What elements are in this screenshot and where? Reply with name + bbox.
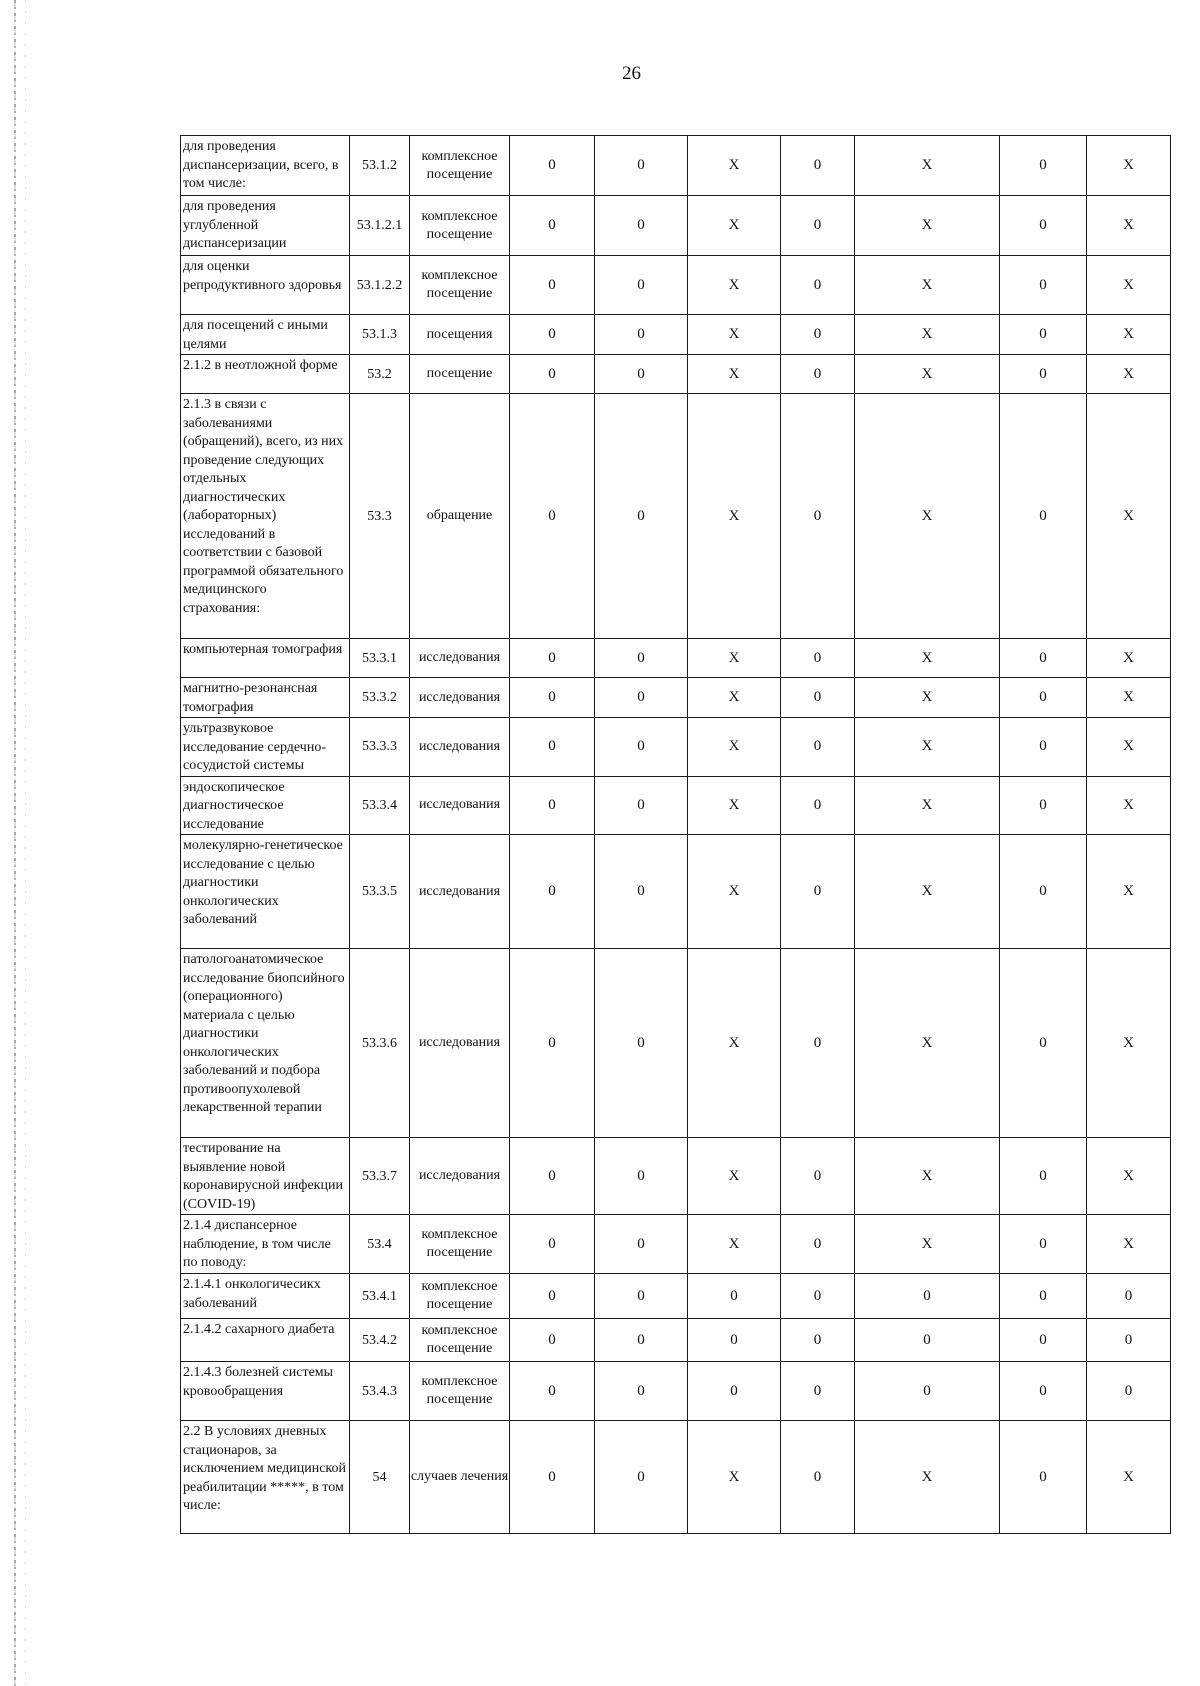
row-value-6: 0 xyxy=(1000,1319,1087,1362)
row-value-5: Х xyxy=(855,678,1000,718)
row-value-4: 0 xyxy=(781,1421,855,1534)
row-unit: посещения xyxy=(410,315,510,355)
row-value-5: Х xyxy=(855,196,1000,256)
row-value-6: 0 xyxy=(1000,718,1087,777)
row-value-5: Х xyxy=(855,835,1000,949)
table-row xyxy=(181,1215,1171,1274)
row-value-1: 0 xyxy=(510,678,595,718)
row-value-7: Х xyxy=(1087,1138,1171,1215)
row-name: 2.1.3 в связи с заболеваниями (обращений), всего, из них проведение следующих отдельных диагностических (лабораторных) исследований в соответствии с базовой программой обязательного медицинского страхования: xyxy=(181,394,350,639)
row-value-6: 0 xyxy=(1000,949,1087,1138)
row-value-1: 0 xyxy=(510,355,595,394)
row-value-2: 0 xyxy=(595,1215,688,1274)
row-value-7: 0 xyxy=(1087,1362,1171,1421)
row-value-3: Х xyxy=(688,315,781,355)
row-value-4: 0 xyxy=(781,678,855,718)
row-name: эндоскопическое диагностическое исследование xyxy=(181,776,350,835)
row-value-5: 0 xyxy=(855,1362,1000,1421)
row-name: для проведения диспансеризации, всего, в том числе: xyxy=(181,136,350,196)
row-value-1: 0 xyxy=(510,718,595,777)
row-name: компьютерная томография xyxy=(181,639,350,678)
row-value-6: 0 xyxy=(1000,1274,1087,1319)
row-value-2: 0 xyxy=(595,678,688,718)
row-value-2: 0 xyxy=(595,1362,688,1421)
row-value-6: 0 xyxy=(1000,136,1087,196)
row-value-6: 0 xyxy=(1000,776,1087,835)
row-value-2: 0 xyxy=(595,1274,688,1319)
row-value-3: 0 xyxy=(688,1362,781,1421)
row-name: 2.1.4.1 онкологичесикх заболеваний xyxy=(181,1274,350,1319)
row-value-3: Х xyxy=(688,1421,781,1534)
scan-edge-artifact-secondary xyxy=(25,0,26,1686)
row-value-3: Х xyxy=(688,1215,781,1274)
row-name: ультразвуковое исследование сердечно-сосудистой системы xyxy=(181,718,350,777)
table-row xyxy=(181,835,1171,949)
row-code: 53.4 xyxy=(350,1215,410,1274)
table-row xyxy=(181,949,1171,1138)
row-value-6: 0 xyxy=(1000,1215,1087,1274)
row-value-3: 0 xyxy=(688,1319,781,1362)
row-code: 53.3.3 xyxy=(350,718,410,777)
row-value-4: 0 xyxy=(781,1319,855,1362)
row-value-3: Х xyxy=(688,949,781,1138)
row-value-7: Х xyxy=(1087,1215,1171,1274)
row-value-4: 0 xyxy=(781,949,855,1138)
table-row xyxy=(181,1138,1171,1215)
row-unit: исследования xyxy=(410,639,510,678)
row-value-1: 0 xyxy=(510,1421,595,1534)
table-row xyxy=(181,136,1171,196)
row-value-3: Х xyxy=(688,835,781,949)
row-code: 53.3.6 xyxy=(350,949,410,1138)
row-value-3: 0 xyxy=(688,1274,781,1319)
row-value-4: 0 xyxy=(781,639,855,678)
row-unit: комплексное посещение xyxy=(410,1274,510,1319)
row-unit: исследования xyxy=(410,718,510,777)
row-value-1: 0 xyxy=(510,776,595,835)
row-unit: комплексное посещение xyxy=(410,1319,510,1362)
row-value-7: Х xyxy=(1087,835,1171,949)
row-value-1: 0 xyxy=(510,639,595,678)
row-value-3: Х xyxy=(688,136,781,196)
row-value-3: Х xyxy=(688,678,781,718)
row-code: 53.4.2 xyxy=(350,1319,410,1362)
row-value-2: 0 xyxy=(595,1319,688,1362)
row-name: для посещений с иными целями xyxy=(181,315,350,355)
row-value-4: 0 xyxy=(781,1215,855,1274)
row-value-5: Х xyxy=(855,1215,1000,1274)
row-value-4: 0 xyxy=(781,394,855,639)
row-value-4: 0 xyxy=(781,136,855,196)
row-value-3: Х xyxy=(688,196,781,256)
row-value-7: Х xyxy=(1087,639,1171,678)
row-name: патологоанатомическое исследование биопсийного (операционного) материала с целью диагностики онкологических заболеваний и подбора противоопухолевой лекарственной терапии xyxy=(181,949,350,1138)
row-value-1: 0 xyxy=(510,1138,595,1215)
row-value-7: Х xyxy=(1087,256,1171,315)
scan-edge-artifact xyxy=(14,0,16,1686)
row-value-2: 0 xyxy=(595,394,688,639)
row-value-2: 0 xyxy=(595,949,688,1138)
row-value-1: 0 xyxy=(510,136,595,196)
row-code: 53.4.3 xyxy=(350,1362,410,1421)
row-name: магнитно-резонансная томография xyxy=(181,678,350,718)
row-unit: исследования xyxy=(410,835,510,949)
row-value-3: Х xyxy=(688,639,781,678)
table-row xyxy=(181,678,1171,718)
row-value-5: Х xyxy=(855,1421,1000,1534)
row-value-7: Х xyxy=(1087,315,1171,355)
row-value-6: 0 xyxy=(1000,1138,1087,1215)
row-value-4: 0 xyxy=(781,718,855,777)
row-value-1: 0 xyxy=(510,1215,595,1274)
row-unit: комплексное посещение xyxy=(410,196,510,256)
row-value-7: Х xyxy=(1087,136,1171,196)
row-value-4: 0 xyxy=(781,776,855,835)
table-row xyxy=(181,1274,1171,1319)
row-code: 53.2 xyxy=(350,355,410,394)
row-code: 53.3 xyxy=(350,394,410,639)
row-value-7: Х xyxy=(1087,678,1171,718)
row-value-4: 0 xyxy=(781,1138,855,1215)
row-unit: случаев лечения xyxy=(410,1421,510,1534)
table-row xyxy=(181,1319,1171,1362)
row-name: 2.1.4 диспансерное наблюдение, в том числе по поводу: xyxy=(181,1215,350,1274)
row-value-1: 0 xyxy=(510,315,595,355)
row-name: 2.1.2 в неотложной форме xyxy=(181,355,350,394)
row-value-6: 0 xyxy=(1000,639,1087,678)
row-value-1: 0 xyxy=(510,835,595,949)
row-name: тестирование на выявление новой коронавирусной инфекции (COVID-19) xyxy=(181,1138,350,1215)
row-name: 2.1.4.3 болезней системы кровообращения xyxy=(181,1362,350,1421)
row-value-2: 0 xyxy=(595,639,688,678)
row-unit: посещение xyxy=(410,355,510,394)
table-row xyxy=(181,718,1171,777)
row-value-6: 0 xyxy=(1000,315,1087,355)
row-value-3: Х xyxy=(688,718,781,777)
row-value-6: 0 xyxy=(1000,835,1087,949)
row-code: 53.1.2.2 xyxy=(350,256,410,315)
row-value-2: 0 xyxy=(595,776,688,835)
row-value-7: Х xyxy=(1087,776,1171,835)
row-value-3: Х xyxy=(688,1138,781,1215)
row-value-3: Х xyxy=(688,776,781,835)
row-value-4: 0 xyxy=(781,256,855,315)
table-row xyxy=(181,639,1171,678)
row-value-2: 0 xyxy=(595,1421,688,1534)
row-value-7: 0 xyxy=(1087,1319,1171,1362)
row-name: 2.2 В условиях дневных стационаров, за исключением медицинской реабилитации *****, в том числе: xyxy=(181,1421,350,1534)
page-number: 26 xyxy=(622,63,641,84)
table-body xyxy=(181,136,1171,1534)
row-value-2: 0 xyxy=(595,136,688,196)
row-value-5: Х xyxy=(855,136,1000,196)
row-name: для проведения углубленной диспансеризации xyxy=(181,196,350,256)
row-value-1: 0 xyxy=(510,1362,595,1421)
row-value-7: 0 xyxy=(1087,1274,1171,1319)
row-value-3: Х xyxy=(688,394,781,639)
row-code: 53.3.1 xyxy=(350,639,410,678)
row-code: 53.3.4 xyxy=(350,776,410,835)
row-unit: исследования xyxy=(410,678,510,718)
row-code: 53.3.2 xyxy=(350,678,410,718)
row-value-4: 0 xyxy=(781,835,855,949)
row-value-2: 0 xyxy=(595,256,688,315)
row-value-5: Х xyxy=(855,776,1000,835)
row-unit: комплексное посещение xyxy=(410,1362,510,1421)
row-unit: комплексное посещение xyxy=(410,256,510,315)
row-value-6: 0 xyxy=(1000,1362,1087,1421)
row-value-2: 0 xyxy=(595,718,688,777)
row-unit: исследования xyxy=(410,1138,510,1215)
table-row xyxy=(181,1362,1171,1421)
row-value-2: 0 xyxy=(595,196,688,256)
row-name: 2.1.4.2 сахарного диабета xyxy=(181,1319,350,1362)
row-code: 53.1.2 xyxy=(350,136,410,196)
row-unit: комплексное посещение xyxy=(410,1215,510,1274)
row-value-5: Х xyxy=(855,256,1000,315)
row-code: 53.1.2.1 xyxy=(350,196,410,256)
row-value-5: Х xyxy=(855,949,1000,1138)
row-value-5: Х xyxy=(855,315,1000,355)
row-value-6: 0 xyxy=(1000,1421,1087,1534)
row-value-5: Х xyxy=(855,394,1000,639)
row-value-6: 0 xyxy=(1000,256,1087,315)
row-value-5: Х xyxy=(855,718,1000,777)
row-value-2: 0 xyxy=(595,355,688,394)
row-value-3: Х xyxy=(688,355,781,394)
row-value-1: 0 xyxy=(510,394,595,639)
row-value-4: 0 xyxy=(781,355,855,394)
row-code: 53.3.7 xyxy=(350,1138,410,1215)
row-value-7: Х xyxy=(1087,1421,1171,1534)
table-row xyxy=(181,315,1171,355)
row-value-5: 0 xyxy=(855,1274,1000,1319)
row-value-6: 0 xyxy=(1000,678,1087,718)
row-value-4: 0 xyxy=(781,1362,855,1421)
row-value-5: Х xyxy=(855,639,1000,678)
row-value-4: 0 xyxy=(781,196,855,256)
row-value-7: Х xyxy=(1087,355,1171,394)
table-row xyxy=(181,776,1171,835)
row-unit: исследования xyxy=(410,776,510,835)
row-value-4: 0 xyxy=(781,315,855,355)
table-row xyxy=(181,394,1171,639)
row-value-1: 0 xyxy=(510,1319,595,1362)
row-value-3: Х xyxy=(688,256,781,315)
row-value-5: Х xyxy=(855,355,1000,394)
row-code: 54 xyxy=(350,1421,410,1534)
row-name: для оценки репродуктивного здоровья xyxy=(181,256,350,315)
row-code: 53.4.1 xyxy=(350,1274,410,1319)
row-unit: исследования xyxy=(410,949,510,1138)
row-value-1: 0 xyxy=(510,949,595,1138)
row-code: 53.1.3 xyxy=(350,315,410,355)
row-name: молекулярно-генетическое исследование с целью диагностики онкологических заболеваний xyxy=(181,835,350,949)
row-value-1: 0 xyxy=(510,256,595,315)
row-value-6: 0 xyxy=(1000,355,1087,394)
row-value-2: 0 xyxy=(595,315,688,355)
row-value-2: 0 xyxy=(595,1138,688,1215)
services-table xyxy=(180,135,1171,1534)
row-value-5: 0 xyxy=(855,1319,1000,1362)
row-value-2: 0 xyxy=(595,835,688,949)
row-unit: комплексное посещение xyxy=(410,136,510,196)
row-value-5: Х xyxy=(855,1138,1000,1215)
row-value-1: 0 xyxy=(510,196,595,256)
table-row xyxy=(181,196,1171,256)
row-value-1: 0 xyxy=(510,1274,595,1319)
row-value-7: Х xyxy=(1087,196,1171,256)
table-row xyxy=(181,355,1171,394)
table-row xyxy=(181,1421,1171,1534)
row-value-4: 0 xyxy=(781,1274,855,1319)
row-value-7: Х xyxy=(1087,949,1171,1138)
row-code: 53.3.5 xyxy=(350,835,410,949)
row-value-6: 0 xyxy=(1000,394,1087,639)
table-row xyxy=(181,256,1171,315)
row-value-7: Х xyxy=(1087,718,1171,777)
row-unit: обращение xyxy=(410,394,510,639)
row-value-6: 0 xyxy=(1000,196,1087,256)
row-value-7: Х xyxy=(1087,394,1171,639)
